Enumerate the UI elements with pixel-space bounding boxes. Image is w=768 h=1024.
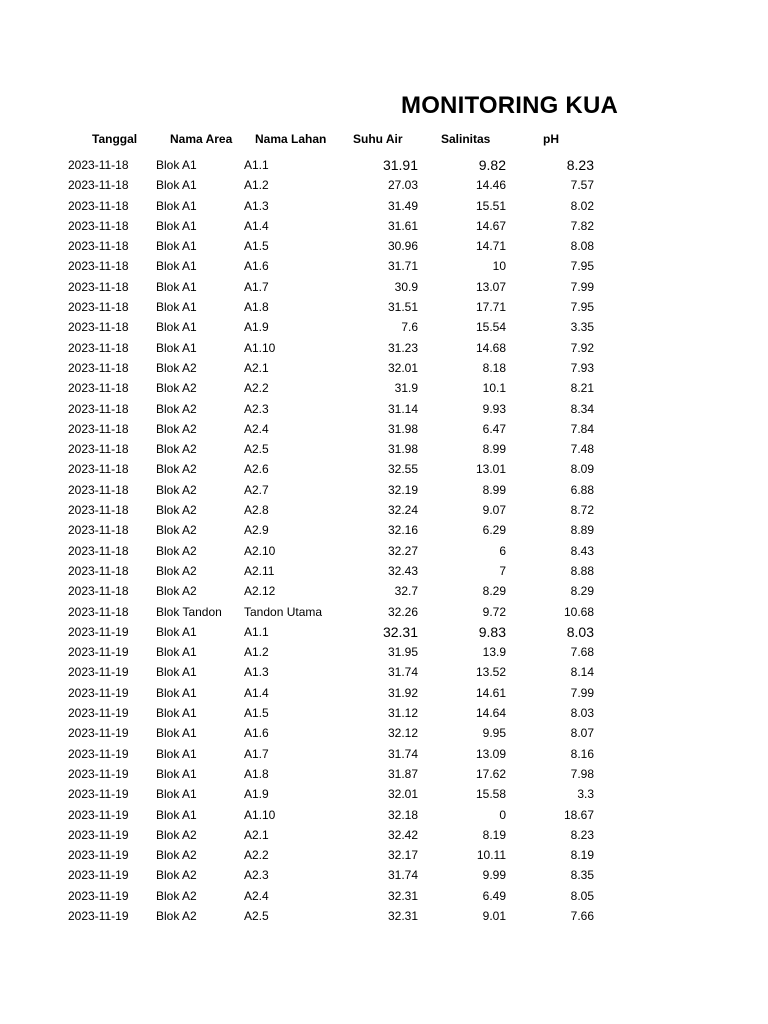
cell-ph: 7.99 bbox=[570, 279, 594, 294]
cell-nama-area: Blok A1 bbox=[156, 198, 197, 213]
table-row bbox=[0, 297, 768, 317]
cell-suhu-air: 32.16 bbox=[387, 523, 418, 538]
table-row bbox=[0, 196, 768, 216]
cell-suhu-air: 32.19 bbox=[387, 482, 418, 497]
table-row bbox=[0, 500, 768, 520]
cell-suhu-air: 31.98 bbox=[387, 442, 418, 457]
cell-nama-lahan: A1.9 bbox=[244, 320, 269, 335]
table-row bbox=[0, 581, 768, 601]
cell-tanggal: 2023-11-18 bbox=[68, 218, 129, 233]
cell-tanggal: 2023-11-19 bbox=[68, 624, 129, 639]
cell-ph: 8.21 bbox=[570, 381, 594, 396]
cell-tanggal: 2023-11-19 bbox=[68, 706, 129, 721]
cell-salinitas: 15.51 bbox=[475, 198, 506, 213]
cell-tanggal: 2023-11-18 bbox=[68, 381, 129, 396]
cell-ph: 8.29 bbox=[570, 584, 594, 599]
cell-salinitas: 14.71 bbox=[475, 239, 506, 254]
cell-tanggal: 2023-11-18 bbox=[68, 158, 129, 172]
cell-nama-lahan: A2.2 bbox=[244, 848, 269, 863]
cell-tanggal: 2023-11-18 bbox=[68, 421, 129, 436]
cell-nama-lahan: A2.11 bbox=[244, 563, 275, 578]
cell-suhu-air: 32.7 bbox=[394, 584, 418, 599]
cell-salinitas: 13.9 bbox=[482, 645, 506, 660]
cell-ph: 8.16 bbox=[570, 746, 594, 761]
cell-nama-area: Blok A2 bbox=[156, 908, 197, 923]
cell-suhu-air: 31.71 bbox=[387, 259, 418, 274]
header-suhu-air: Suhu Air bbox=[353, 132, 403, 146]
table-header bbox=[0, 132, 768, 150]
cell-nama-area: Blok A1 bbox=[156, 665, 197, 680]
cell-suhu-air: 32.31 bbox=[387, 888, 418, 903]
cell-salinitas: 9.95 bbox=[482, 726, 506, 741]
cell-nama-lahan: A1.4 bbox=[244, 685, 269, 700]
cell-nama-area: Blok A1 bbox=[156, 787, 197, 802]
cell-salinitas: 14.64 bbox=[475, 706, 506, 721]
cell-tanggal: 2023-11-18 bbox=[68, 340, 129, 355]
cell-tanggal: 2023-11-19 bbox=[68, 848, 129, 863]
cell-salinitas: 8.29 bbox=[482, 584, 506, 599]
cell-ph: 8.14 bbox=[570, 665, 594, 680]
cell-salinitas: 17.71 bbox=[475, 300, 506, 315]
cell-salinitas: 8.99 bbox=[482, 442, 506, 457]
cell-nama-area: Blok A1 bbox=[156, 218, 197, 233]
cell-ph: 8.07 bbox=[570, 726, 594, 741]
table-row bbox=[0, 175, 768, 195]
cell-ph: 7.48 bbox=[570, 442, 594, 457]
cell-nama-lahan: A2.12 bbox=[244, 584, 276, 599]
cell-nama-area: Blok A2 bbox=[156, 868, 197, 883]
cell-salinitas: 9.93 bbox=[482, 401, 506, 416]
cell-nama-area: Blok A1 bbox=[156, 746, 197, 761]
cell-nama-lahan: A2.7 bbox=[244, 482, 269, 497]
table-row bbox=[0, 399, 768, 419]
cell-nama-area: Blok A2 bbox=[156, 543, 197, 558]
cell-nama-lahan: A1.7 bbox=[244, 279, 269, 294]
cell-tanggal: 2023-11-19 bbox=[68, 888, 129, 903]
cell-suhu-air: 32.01 bbox=[387, 360, 418, 375]
cell-nama-lahan: A1.2 bbox=[244, 645, 269, 660]
cell-suhu-air: 31.95 bbox=[387, 645, 418, 660]
cell-nama-area: Blok A1 bbox=[156, 685, 197, 700]
cell-tanggal: 2023-11-19 bbox=[68, 766, 129, 781]
cell-nama-lahan: A1.9 bbox=[244, 787, 269, 802]
cell-suhu-air: 31.12 bbox=[387, 706, 418, 721]
cell-nama-area: Blok A1 bbox=[156, 766, 197, 781]
cell-salinitas: 14.68 bbox=[475, 340, 506, 355]
cell-suhu-air: 31.61 bbox=[387, 218, 418, 233]
header-ph: pH bbox=[543, 132, 559, 146]
cell-salinitas: 10 bbox=[492, 259, 506, 274]
cell-salinitas: 10.1 bbox=[482, 381, 506, 396]
cell-suhu-air: 32.31 bbox=[382, 623, 418, 640]
cell-ph: 8.89 bbox=[570, 523, 594, 538]
cell-ph: 7.98 bbox=[570, 766, 594, 781]
table-row bbox=[0, 277, 768, 297]
cell-tanggal: 2023-11-19 bbox=[68, 868, 129, 883]
cell-nama-lahan: A1.8 bbox=[244, 300, 269, 315]
cell-ph: 8.88 bbox=[570, 563, 594, 578]
cell-tanggal: 2023-11-18 bbox=[68, 563, 129, 578]
cell-nama-area: Blok A2 bbox=[156, 482, 197, 497]
cell-suhu-air: 32.31 bbox=[387, 908, 418, 923]
table-row bbox=[0, 764, 768, 784]
cell-suhu-air: 32.24 bbox=[387, 503, 418, 518]
cell-suhu-air: 31.87 bbox=[387, 766, 418, 781]
cell-nama-lahan: A2.2 bbox=[244, 381, 269, 396]
cell-nama-lahan: Tandon Utama bbox=[244, 604, 323, 619]
cell-tanggal: 2023-11-18 bbox=[68, 442, 129, 457]
cell-salinitas: 13.09 bbox=[475, 746, 506, 761]
cell-nama-area: Blok A2 bbox=[156, 827, 197, 842]
cell-nama-lahan: A2.4 bbox=[244, 421, 269, 436]
cell-nama-area: Blok A2 bbox=[156, 421, 197, 436]
cell-nama-lahan: A1.4 bbox=[244, 218, 269, 233]
cell-nama-lahan: A1.1 bbox=[244, 158, 269, 172]
table-row bbox=[0, 480, 768, 500]
cell-suhu-air: 32.12 bbox=[387, 726, 418, 741]
cell-suhu-air: 32.18 bbox=[387, 807, 418, 822]
cell-ph: 7.82 bbox=[570, 218, 594, 233]
cell-salinitas: 6.29 bbox=[482, 523, 506, 538]
table-row bbox=[0, 439, 768, 459]
table-row bbox=[0, 784, 768, 804]
cell-ph: 7.95 bbox=[570, 300, 594, 315]
cell-tanggal: 2023-11-18 bbox=[68, 279, 129, 294]
cell-salinitas: 8.99 bbox=[482, 482, 506, 497]
cell-ph: 8.03 bbox=[566, 623, 594, 640]
cell-ph: 7.99 bbox=[570, 685, 594, 700]
cell-ph: 8.09 bbox=[570, 462, 594, 477]
cell-tanggal: 2023-11-18 bbox=[68, 523, 129, 538]
cell-suhu-air: 31.23 bbox=[387, 340, 418, 355]
table-row bbox=[0, 338, 768, 358]
cell-suhu-air: 7.6 bbox=[401, 320, 418, 335]
cell-ph: 8.02 bbox=[570, 198, 594, 213]
cell-nama-lahan: A2.4 bbox=[244, 888, 269, 903]
cell-salinitas: 9.82 bbox=[478, 157, 506, 173]
cell-tanggal: 2023-11-18 bbox=[68, 543, 129, 558]
cell-salinitas: 9.99 bbox=[482, 868, 506, 883]
cell-salinitas: 14.61 bbox=[475, 685, 506, 700]
cell-nama-area: Blok Tandon bbox=[156, 604, 222, 619]
cell-suhu-air: 27.03 bbox=[387, 178, 418, 193]
table-row bbox=[0, 378, 768, 398]
table-row bbox=[0, 520, 768, 540]
table-row bbox=[0, 216, 768, 236]
cell-ph: 18.67 bbox=[563, 807, 594, 822]
cell-tanggal: 2023-11-18 bbox=[68, 482, 129, 497]
cell-salinitas: 0 bbox=[499, 807, 506, 822]
table-row bbox=[0, 744, 768, 764]
cell-salinitas: 7 bbox=[499, 563, 506, 578]
header-nama-lahan: Nama Lahan bbox=[255, 132, 327, 146]
cell-salinitas: 15.58 bbox=[475, 787, 506, 802]
table-row bbox=[0, 703, 768, 723]
cell-nama-area: Blok A1 bbox=[156, 320, 197, 335]
table-row bbox=[0, 622, 768, 642]
cell-nama-area: Blok A2 bbox=[156, 401, 197, 416]
cell-ph: 8.05 bbox=[570, 888, 594, 903]
cell-nama-lahan: A1.5 bbox=[244, 239, 269, 254]
cell-nama-area: Blok A1 bbox=[156, 726, 197, 741]
cell-suhu-air: 30.96 bbox=[387, 239, 418, 254]
cell-ph: 8.03 bbox=[570, 706, 594, 721]
cell-ph: 3.35 bbox=[570, 320, 594, 335]
cell-salinitas: 8.19 bbox=[482, 827, 506, 842]
cell-nama-area: Blok A1 bbox=[156, 300, 197, 315]
cell-ph: 8.43 bbox=[570, 543, 594, 558]
cell-salinitas: 6.49 bbox=[482, 888, 506, 903]
cell-suhu-air: 31.91 bbox=[382, 157, 418, 173]
table-row bbox=[0, 236, 768, 256]
cell-nama-area: Blok A1 bbox=[156, 239, 197, 254]
table-row bbox=[0, 541, 768, 561]
cell-tanggal: 2023-11-19 bbox=[68, 645, 129, 660]
cell-salinitas: 8.18 bbox=[482, 360, 506, 375]
cell-nama-lahan: A2.5 bbox=[244, 908, 269, 923]
table-row bbox=[0, 906, 768, 926]
cell-tanggal: 2023-11-19 bbox=[68, 665, 129, 680]
cell-salinitas: 14.67 bbox=[475, 218, 506, 233]
cell-nama-lahan: A2.1 bbox=[244, 360, 269, 375]
cell-tanggal: 2023-11-18 bbox=[68, 259, 129, 274]
cell-nama-lahan: A1.8 bbox=[244, 766, 269, 781]
cell-ph: 7.92 bbox=[570, 340, 594, 355]
cell-ph: 8.35 bbox=[570, 868, 594, 883]
cell-nama-lahan: A1.7 bbox=[244, 746, 269, 761]
cell-tanggal: 2023-11-18 bbox=[68, 239, 129, 254]
cell-salinitas: 9.83 bbox=[478, 623, 506, 640]
cell-salinitas: 9.07 bbox=[482, 503, 506, 518]
cell-tanggal: 2023-11-18 bbox=[68, 401, 129, 416]
cell-nama-area: Blok A2 bbox=[156, 888, 197, 903]
cell-nama-area: Blok A2 bbox=[156, 523, 197, 538]
cell-nama-lahan: A1.2 bbox=[244, 178, 269, 193]
cell-suhu-air: 31.9 bbox=[394, 381, 418, 396]
cell-suhu-air: 32.01 bbox=[387, 787, 418, 802]
table-row bbox=[0, 459, 768, 479]
table-row bbox=[0, 155, 768, 175]
cell-ph: 6.88 bbox=[570, 482, 594, 497]
cell-tanggal: 2023-11-18 bbox=[68, 300, 129, 315]
cell-suhu-air: 32.17 bbox=[387, 848, 418, 863]
cell-salinitas: 9.01 bbox=[482, 908, 506, 923]
cell-nama-area: Blok A2 bbox=[156, 503, 197, 518]
table-row bbox=[0, 642, 768, 662]
cell-suhu-air: 32.26 bbox=[387, 604, 418, 619]
table-row bbox=[0, 256, 768, 276]
cell-nama-area: Blok A1 bbox=[156, 340, 197, 355]
cell-tanggal: 2023-11-19 bbox=[68, 685, 129, 700]
cell-nama-area: Blok A2 bbox=[156, 563, 197, 578]
cell-suhu-air: 31.74 bbox=[387, 868, 418, 883]
cell-nama-area: Blok A2 bbox=[156, 848, 197, 863]
table-row bbox=[0, 865, 768, 885]
cell-nama-lahan: A1.6 bbox=[244, 259, 269, 274]
cell-salinitas: 13.52 bbox=[475, 665, 506, 680]
table-row bbox=[0, 825, 768, 845]
page-title: MONITORING KUA bbox=[401, 92, 619, 119]
cell-nama-lahan: A2.3 bbox=[244, 868, 269, 883]
cell-suhu-air: 32.27 bbox=[387, 543, 418, 558]
cell-ph: 7.93 bbox=[570, 360, 594, 375]
cell-nama-lahan: A2.10 bbox=[244, 543, 276, 558]
cell-nama-area: Blok A1 bbox=[156, 178, 197, 193]
table-row bbox=[0, 419, 768, 439]
cell-tanggal: 2023-11-19 bbox=[68, 726, 129, 741]
cell-nama-lahan: A1.10 bbox=[244, 340, 276, 355]
cell-nama-lahan: A1.3 bbox=[244, 198, 269, 213]
table-row bbox=[0, 358, 768, 378]
cell-nama-lahan: A2.6 bbox=[244, 462, 269, 477]
cell-suhu-air: 31.74 bbox=[387, 665, 418, 680]
cell-suhu-air: 31.49 bbox=[387, 198, 418, 213]
cell-suhu-air: 31.98 bbox=[387, 421, 418, 436]
cell-tanggal: 2023-11-19 bbox=[68, 787, 129, 802]
table-row bbox=[0, 683, 768, 703]
table-row bbox=[0, 805, 768, 825]
cell-tanggal: 2023-11-19 bbox=[68, 908, 129, 923]
cell-suhu-air: 30.9 bbox=[394, 279, 418, 294]
cell-salinitas: 6 bbox=[499, 543, 506, 558]
table-body bbox=[0, 155, 768, 926]
cell-nama-area: Blok A1 bbox=[156, 706, 197, 721]
table-row bbox=[0, 662, 768, 682]
cell-nama-lahan: A2.8 bbox=[244, 503, 269, 518]
cell-ph: 8.08 bbox=[570, 239, 594, 254]
cell-ph: 8.19 bbox=[570, 848, 594, 863]
cell-nama-area: Blok A2 bbox=[156, 360, 197, 375]
table-row bbox=[0, 317, 768, 337]
cell-salinitas: 6.47 bbox=[482, 421, 506, 436]
cell-suhu-air: 31.74 bbox=[387, 746, 418, 761]
cell-nama-lahan: A1.3 bbox=[244, 665, 269, 680]
cell-tanggal: 2023-11-19 bbox=[68, 807, 129, 822]
cell-tanggal: 2023-11-18 bbox=[68, 360, 129, 375]
cell-nama-lahan: A1.6 bbox=[244, 726, 269, 741]
cell-tanggal: 2023-11-19 bbox=[68, 746, 129, 761]
cell-tanggal: 2023-11-18 bbox=[68, 604, 129, 619]
cell-tanggal: 2023-11-18 bbox=[68, 584, 129, 599]
cell-nama-area: Blok A1 bbox=[156, 158, 197, 172]
cell-nama-lahan: A1.10 bbox=[244, 807, 276, 822]
cell-nama-lahan: A2.5 bbox=[244, 442, 269, 457]
cell-salinitas: 13.07 bbox=[475, 279, 506, 294]
cell-nama-area: Blok A1 bbox=[156, 645, 197, 660]
cell-suhu-air: 31.14 bbox=[387, 401, 418, 416]
cell-nama-area: Blok A2 bbox=[156, 584, 197, 599]
cell-salinitas: 9.72 bbox=[482, 604, 506, 619]
cell-ph: 7.84 bbox=[570, 421, 594, 436]
cell-ph: 8.72 bbox=[570, 503, 594, 518]
cell-nama-lahan: A1.1 bbox=[244, 624, 269, 639]
cell-ph: 7.95 bbox=[570, 259, 594, 274]
cell-tanggal: 2023-11-18 bbox=[68, 178, 129, 193]
cell-tanggal: 2023-11-18 bbox=[68, 462, 129, 477]
cell-nama-lahan: A2.3 bbox=[244, 401, 269, 416]
table-row bbox=[0, 723, 768, 743]
cell-ph: 8.34 bbox=[570, 401, 594, 416]
cell-suhu-air: 32.43 bbox=[387, 563, 418, 578]
cell-nama-area: Blok A2 bbox=[156, 442, 197, 457]
cell-salinitas: 14.46 bbox=[475, 178, 506, 193]
table-row bbox=[0, 886, 768, 906]
header-nama-area: Nama Area bbox=[170, 132, 233, 146]
cell-suhu-air: 31.51 bbox=[387, 300, 418, 315]
cell-tanggal: 2023-11-19 bbox=[68, 827, 129, 842]
table-row bbox=[0, 561, 768, 581]
cell-nama-lahan: A1.5 bbox=[244, 706, 269, 721]
cell-ph: 7.57 bbox=[570, 178, 594, 193]
cell-ph: 7.68 bbox=[570, 645, 594, 660]
cell-nama-area: Blok A1 bbox=[156, 279, 197, 294]
cell-tanggal: 2023-11-18 bbox=[68, 198, 129, 213]
cell-ph: 3.3 bbox=[577, 787, 594, 802]
header-tanggal: Tanggal bbox=[92, 132, 138, 146]
cell-ph: 10.68 bbox=[563, 604, 594, 619]
cell-salinitas: 10.11 bbox=[476, 848, 506, 863]
cell-suhu-air: 32.42 bbox=[387, 827, 418, 842]
cell-ph: 8.23 bbox=[566, 157, 594, 173]
cell-nama-area: Blok A2 bbox=[156, 381, 197, 396]
cell-nama-area: Blok A1 bbox=[156, 259, 197, 274]
table-row bbox=[0, 845, 768, 865]
cell-nama-lahan: A2.9 bbox=[244, 523, 269, 538]
cell-nama-area: Blok A2 bbox=[156, 462, 197, 477]
table-row bbox=[0, 602, 768, 622]
cell-ph: 7.66 bbox=[570, 908, 594, 923]
cell-salinitas: 13.01 bbox=[475, 462, 506, 477]
cell-tanggal: 2023-11-18 bbox=[68, 503, 129, 518]
cell-suhu-air: 31.92 bbox=[387, 685, 418, 700]
cell-salinitas: 17.62 bbox=[475, 766, 506, 781]
cell-nama-area: Blok A1 bbox=[156, 807, 197, 822]
cell-nama-area: Blok A1 bbox=[156, 624, 197, 639]
cell-suhu-air: 32.55 bbox=[387, 462, 418, 477]
cell-nama-lahan: A2.1 bbox=[244, 827, 269, 842]
cell-tanggal: 2023-11-18 bbox=[68, 320, 129, 335]
cell-salinitas: 15.54 bbox=[475, 320, 506, 335]
cell-ph: 8.23 bbox=[570, 827, 594, 842]
header-salinitas: Salinitas bbox=[441, 132, 491, 146]
